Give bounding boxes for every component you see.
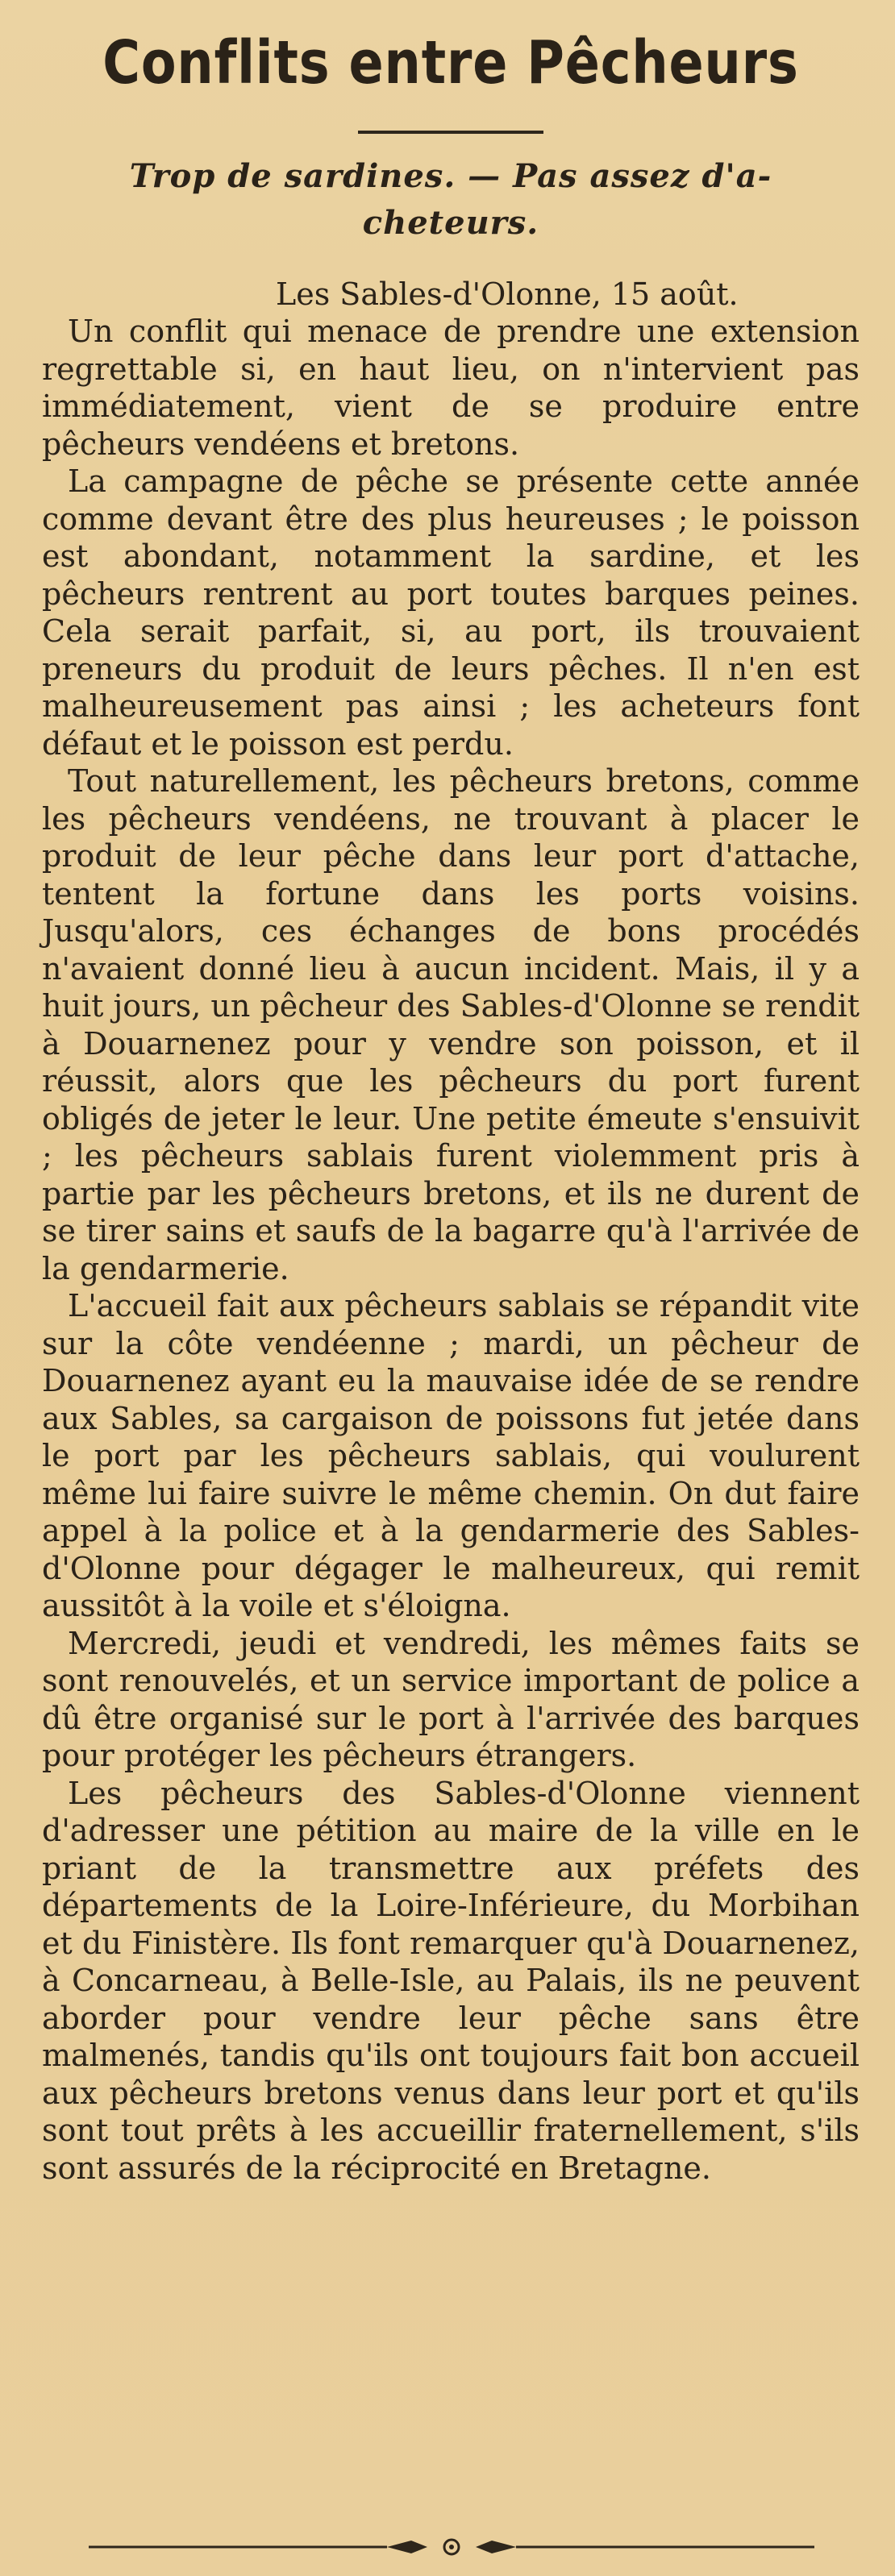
article-dateline: Les Sables-d'Olonne, 15 août. (276, 276, 739, 312)
paragraph-4: L'accueil fait aux pêcheurs sablais se répandit vite sur la côte vendéenne ; mardi, un pêcheur de Douarnenez ayant eu la mauvaise idée de se rendre aux Sables, sa cargaison de poissons fut jetée dans le port par les pêcheurs sablais, qui voulurent même lui faire suivre le même chemin. On dut faire appel à la police et à la gendarmerie des Sables-d'Olonne pour dégager le malheureux, qui remit aussitôt à la voile et s'éloigna. (42, 1288, 860, 1623)
paragraph-1: Un conflit qui menace de prendre une extension regrettable si, en haut lieu, on n'intervient pas immédiatement, vient de se produire entre pêcheurs vendéens et bretons. (42, 314, 860, 462)
subhead-line-2: cheteurs. (362, 204, 539, 242)
article-subhead (42, 153, 860, 247)
subhead-line-1: Trop de sardines. — Pas assez d'a- (129, 157, 772, 195)
article-headline: Conflits entre Pêcheurs (102, 28, 799, 98)
paragraph-3: Tout naturellement, les pêcheurs bretons, comme les pêcheurs vendéens, ne trouvant à placer le produit de leur pêche dans leur port d'attache, tentent la fortune dans les ports voisins. Jusqu'alors, ces échanges de bons procédés n'avaient donné lieu à aucun incident. Mais, il y a huit jours, un pêcheur des Sables-d'Olonne se rendit à Douarnenez pour y vendre son poisson, et il réussit, alors que les pêcheurs du port furent obligés de jeter le leur. Une petite émeute s'ensuivit ; les pêcheurs sablais furent violemment pris à partie par les pêcheurs bretons, et ils ne durent de se tirer sains et saufs de la bagarre qu'à l'arrivée de la gendarmerie. (42, 763, 860, 1286)
ornament-divider-icon (89, 2536, 814, 2558)
headline-rule (358, 131, 543, 134)
article-body (42, 313, 860, 2187)
paragraph-6: Les pêcheurs des Sables-d'Olonne viennent d'adresser une pétition au maire de la ville en le priant de la transmettre aux préfets des départements de la Loire-Inférieure, du Morbihan et du Finistère. Ils font remarquer qu'à Douarnenez, à Concarneau, à Belle-Isle, au Palais, ils ne peuvent aborder pour vendre leur pêche sans être malmenés, tandis qu'ils ont toujours fait bon accueil aux pêcheurs bretons venus dans leur port et qu'ils sont tout prêts à les accueillir fraternellement, s'ils sont assurés de la réciprocité en Bretagne. (42, 1775, 860, 2186)
paragraph-2: La campagne de pêche se présente cette année comme devant être des plus heureuses ; le poisson est abondant, notamment la sardine, et les pêcheurs rentrent au port toutes barques peines. Cela serait parfait, si, au port, ils trouvaient preneurs du produit de leurs pêches. Il n'en est malheureusement pas ainsi ; les acheteurs font défaut et le poisson est perdu. (42, 463, 860, 762)
end-ornament (89, 2536, 814, 2558)
paragraph-5: Mercredi, jeudi et vendredi, les mêmes faits se sont renouvelés, et un service important de police a dû être organisé sur le port à l'arrivée des barques pour protéger les pêcheurs étrangers. (42, 1625, 860, 1773)
